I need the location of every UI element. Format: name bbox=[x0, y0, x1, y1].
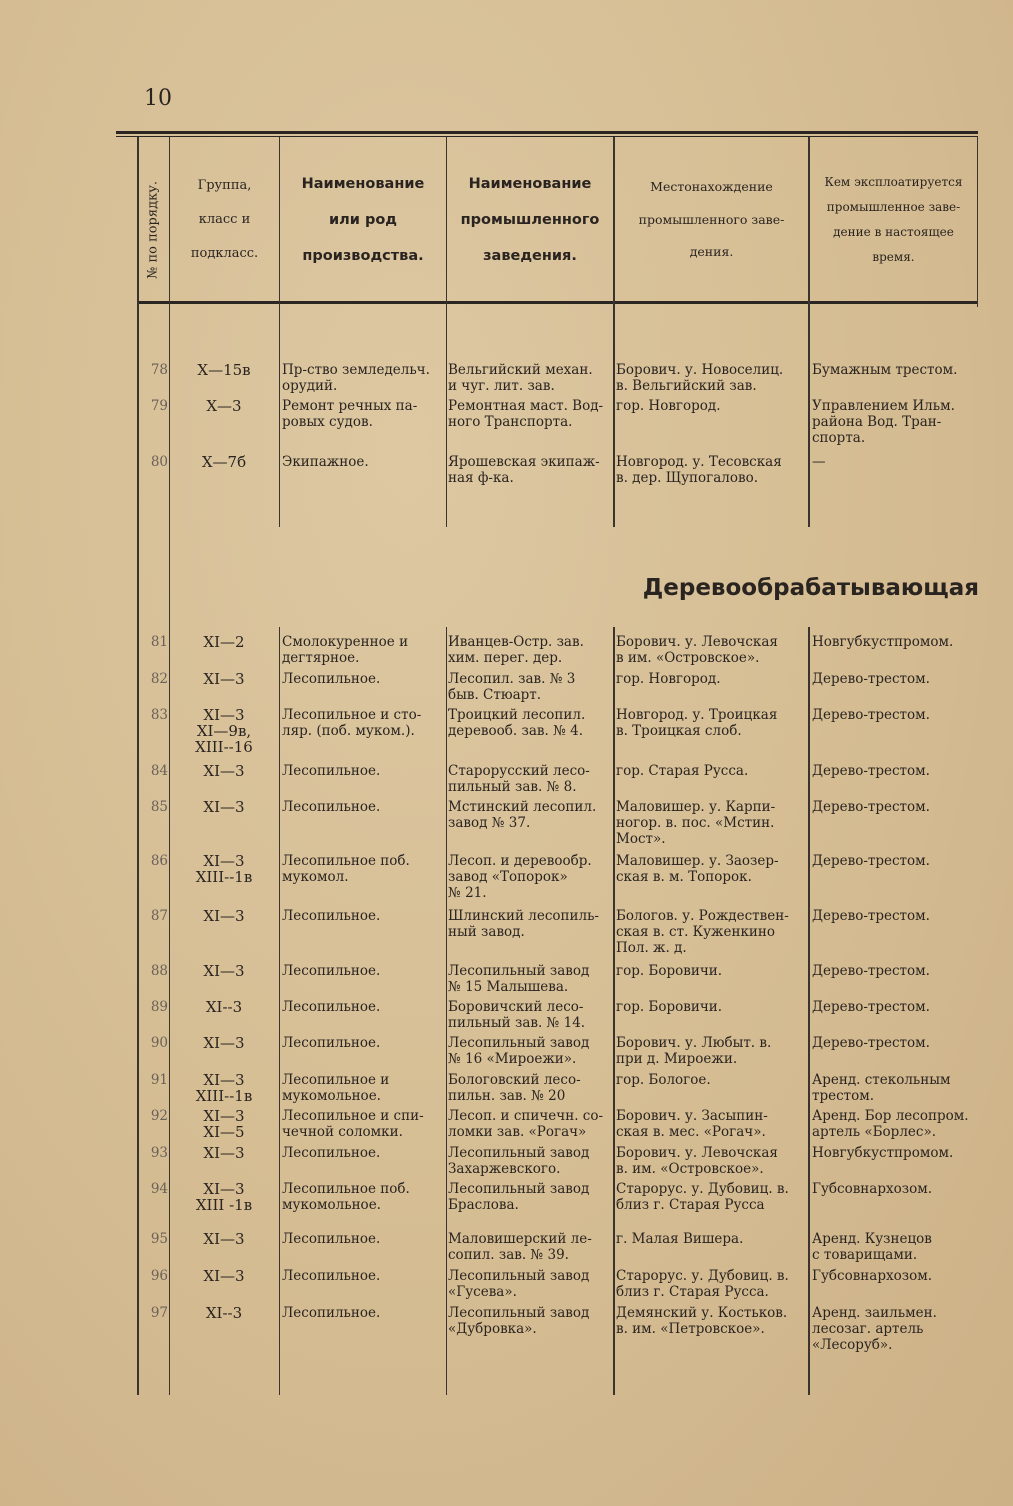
header-group: Группа, класс и подкласс. bbox=[190, 178, 259, 261]
cell-production: Лесопильное. bbox=[282, 1145, 381, 1161]
cell-location: Борович. у. Левочская в им. «Островское». bbox=[616, 634, 778, 666]
cell-location: Демянский у. Костьков. в. им. «Петровское». bbox=[616, 1305, 788, 1337]
cell-establishment: Лесопильный завод «Гусева». bbox=[448, 1268, 590, 1300]
cell-n: 90 bbox=[150, 1035, 168, 1051]
cell-group: XI—3 bbox=[203, 798, 245, 816]
cell-n: 78 bbox=[150, 362, 168, 378]
cell-establishment: Ярошевская экипаж- ная ф-ка. bbox=[448, 454, 600, 486]
cell-establishment: Лесопил. зав. № 3 быв. Стюарт. bbox=[448, 671, 576, 703]
section-title: Деревообрабатывающая bbox=[642, 575, 979, 601]
cell-n: 79 bbox=[150, 398, 168, 414]
cell-production: Экипажное. bbox=[282, 454, 369, 470]
cell-group: XI—3 bbox=[203, 962, 245, 980]
header-production: Наименование или род производства. bbox=[301, 175, 425, 265]
cell-operator: Аренд. Бор лесопром. артель «Борлес». bbox=[812, 1108, 969, 1140]
cell-production: Лесопильное. bbox=[282, 1305, 381, 1321]
cell-location: Новгород. у. Тесовская в. дер. Щупогалово. bbox=[616, 454, 782, 486]
cell-production: Лесопильное. bbox=[282, 999, 381, 1015]
column-line-2b bbox=[279, 627, 280, 1395]
cell-location: Борович. у. Левочская в. им. «Островское». bbox=[616, 1145, 778, 1177]
cell-establishment: Маловишерский ле- сопил. зав. № 39. bbox=[448, 1231, 592, 1263]
cell-establishment: Боровичский лесо- пильный зав. № 14. bbox=[448, 999, 586, 1031]
cell-operator: Дерево-трестом. bbox=[812, 671, 930, 687]
cell-location: Бологов. у. Рождествен- ская в. ст. Куженкино Пол. ж. д. bbox=[616, 908, 789, 956]
cell-group: XI—3 XI—9в, XIII--16 bbox=[195, 706, 253, 756]
cell-operator: Дерево-трестом. bbox=[812, 963, 930, 979]
column-line-5b bbox=[808, 627, 810, 1395]
cell-operator: Дерево-трестом. bbox=[812, 853, 930, 869]
cell-location: Борович. у. Засыпин- ская в. мес. «Рогач». bbox=[616, 1108, 768, 1140]
cell-production: Лесопильное. bbox=[282, 963, 381, 979]
cell-location: гор. Боровичи. bbox=[616, 963, 723, 979]
cell-n: 92 bbox=[150, 1108, 168, 1124]
cell-location: Маловишер. у. Карпи- ногор. в. пос. «Мстин. Мост». bbox=[616, 799, 776, 847]
cell-establishment: Бологовский лесо- пильн. зав. № 20 bbox=[448, 1072, 581, 1104]
cell-operator: Дерево-трестом. bbox=[812, 1035, 930, 1051]
cell-location: Старорус. у. Дубовиц. в. близ г. Старая Русса bbox=[616, 1181, 789, 1213]
cell-group: XI—3 bbox=[203, 670, 245, 688]
cell-group: XI—3 XIII -1в bbox=[195, 1180, 253, 1214]
cell-production: Лесопильное. bbox=[282, 1035, 381, 1051]
cell-n: 82 bbox=[150, 671, 168, 687]
cell-production: Лесопильное. bbox=[282, 908, 381, 924]
cell-location: гор. Новгород. bbox=[616, 671, 721, 687]
cell-production: Лесопильное и сто- ляр. (поб. муком.). bbox=[282, 707, 422, 739]
cell-production: Пр-ство земледельч. орудий. bbox=[282, 362, 430, 394]
page-number: 10 bbox=[144, 86, 172, 111]
cell-n: 96 bbox=[150, 1268, 168, 1284]
cell-operator: Дерево-трестом. bbox=[812, 763, 930, 779]
cell-location: Новгород. у. Троицкая в. Троицкая слоб. bbox=[616, 707, 778, 739]
cell-group: XI—3 bbox=[203, 762, 245, 780]
cell-group: XI—3 bbox=[203, 1034, 245, 1052]
cell-n: 83 bbox=[150, 707, 168, 723]
cell-operator: Дерево-трестом. bbox=[812, 799, 930, 815]
cell-operator: Аренд. стекольным трестом. bbox=[812, 1072, 951, 1104]
header-establishment: Наименование промышленного заведения. bbox=[460, 175, 600, 265]
cell-group: X—15в bbox=[197, 361, 251, 379]
cell-establishment: Ремонтная маст. Вод- ного Транспорта. bbox=[448, 398, 604, 430]
cell-group: XI—2 bbox=[203, 633, 245, 651]
cell-group: X—7б bbox=[201, 453, 247, 471]
cell-location: гор. Бологое. bbox=[616, 1072, 711, 1088]
cell-establishment: Мстинский лесопил. завод № 37. bbox=[448, 799, 597, 831]
cell-group: X—3 bbox=[206, 397, 242, 415]
cell-n: 85 bbox=[150, 799, 168, 815]
cell-establishment: Троицкий лесопил. деревооб. зав. № 4. bbox=[448, 707, 586, 739]
cell-group: XI—3 bbox=[203, 1267, 245, 1285]
cell-group: XI--3 bbox=[205, 998, 243, 1016]
header-location: Местонахождение промышленного заве- дения. bbox=[638, 179, 785, 260]
cell-production: Лесопильное. bbox=[282, 1268, 381, 1284]
cell-production: Лесопильное поб. мукомольное. bbox=[282, 1181, 410, 1213]
cell-production: Лесопильное. bbox=[282, 1231, 381, 1247]
cell-n: 93 bbox=[150, 1145, 168, 1161]
cell-operator: Бумажным трестом. bbox=[812, 362, 958, 378]
cell-operator: — bbox=[812, 454, 826, 470]
cell-operator: Губсовнархозом. bbox=[812, 1268, 933, 1284]
cell-n: 84 bbox=[150, 763, 168, 779]
cell-group: XI—3 XIII--1в bbox=[195, 1071, 253, 1105]
cell-operator: Дерево-трестом. bbox=[812, 707, 930, 723]
cell-operator: Губсовнархозом. bbox=[812, 1181, 933, 1197]
cell-operator: Новгубкустпромом. bbox=[812, 634, 954, 650]
cell-n: 86 bbox=[150, 853, 168, 869]
cell-n: 95 bbox=[150, 1231, 168, 1247]
cell-operator: Аренд. Кузнецов с товарищами. bbox=[812, 1231, 932, 1263]
cell-n: 88 bbox=[150, 963, 168, 979]
cell-location: гор. Новгород. bbox=[616, 398, 721, 414]
cell-establishment: Лесопильный завод Браслова. bbox=[448, 1181, 590, 1213]
cell-group: XI—3 bbox=[203, 1144, 245, 1162]
cell-n: 97 bbox=[150, 1305, 168, 1321]
cell-establishment: Лесопильный завод № 15 Малышева. bbox=[448, 963, 590, 995]
cell-establishment: Лесоп. и спичечн. со- ломки зав. «Рогач» bbox=[448, 1108, 604, 1140]
cell-group: XI—3 bbox=[203, 907, 245, 925]
cell-establishment: Шлинский лесопиль- ный завод. bbox=[448, 908, 599, 940]
cell-establishment: Лесоп. и деревообр. завод «Топорок» № 21. bbox=[448, 853, 592, 901]
cell-operator: Дерево-трестом. bbox=[812, 999, 930, 1015]
cell-n: 94 bbox=[150, 1181, 168, 1197]
cell-group: XI—3 XI—5 bbox=[203, 1107, 245, 1141]
cell-production: Лесопильное и мукомольное. bbox=[282, 1072, 390, 1104]
column-line-right bbox=[977, 137, 978, 307]
cell-production: Лесопильное. bbox=[282, 799, 381, 815]
cell-location: Борович. у. Новоселиц. в. Вельгийский зав. bbox=[616, 362, 784, 394]
cell-group: XI—3 bbox=[203, 1230, 245, 1248]
cell-group: XI--3 bbox=[205, 1304, 243, 1322]
cell-location: Старорус. у. Дубовиц. в. близ г. Старая Русса. bbox=[616, 1268, 789, 1300]
cell-operator: Аренд. заильмен. лесозаг. артель «Лесоруб». bbox=[812, 1305, 937, 1353]
cell-operator: Управлением Ильм. района Вод. Тран- спорта. bbox=[812, 398, 955, 446]
cell-production: Лесопильное и спи- чечной соломки. bbox=[282, 1108, 424, 1140]
cell-location: г. Малая Вишера. bbox=[616, 1231, 744, 1247]
cell-n: 81 bbox=[150, 634, 168, 650]
cell-establishment: Лесопильный завод Захаржевского. bbox=[448, 1145, 590, 1177]
cell-production: Лесопильное поб. мукомол. bbox=[282, 853, 410, 885]
cell-operator: Дерево-трестом. bbox=[812, 908, 930, 924]
cell-n: 89 bbox=[150, 999, 168, 1015]
cell-establishment: Лесопильный завод № 16 «Мироежи». bbox=[448, 1035, 590, 1067]
cell-production: Смолокуренное и дегтярное. bbox=[282, 634, 409, 666]
top-rule bbox=[116, 131, 978, 134]
cell-production: Лесопильное. bbox=[282, 671, 381, 687]
top-rule-thin bbox=[116, 136, 978, 137]
cell-n: 87 bbox=[150, 908, 168, 924]
cell-establishment: Старорусский лесо- пильный зав. № 8. bbox=[448, 763, 590, 795]
cell-n: 80 bbox=[150, 454, 168, 470]
cell-location: Борович. у. Любыт. в. при д. Мироежи. bbox=[616, 1035, 772, 1067]
header-number: № по порядку. bbox=[145, 181, 161, 279]
cell-establishment: Вельгийский механ. и чуг. лит. зав. bbox=[448, 362, 593, 394]
cell-establishment: Иванцев-Остр. зав. хим. перег. дер. bbox=[448, 634, 584, 666]
header-rule bbox=[138, 301, 978, 304]
cell-establishment: Лесопильный завод «Дубровка». bbox=[448, 1305, 590, 1337]
cell-group: XI—3 XIII--1в bbox=[195, 852, 253, 886]
cell-location: гор. Боровичи. bbox=[616, 999, 723, 1015]
cell-n: 91 bbox=[150, 1072, 168, 1088]
cell-production: Ремонт речных па- ровых судов. bbox=[282, 398, 418, 430]
cell-location: гор. Старая Русса. bbox=[616, 763, 749, 779]
cell-operator: Новгубкустпромом. bbox=[812, 1145, 954, 1161]
cell-production: Лесопильное. bbox=[282, 763, 381, 779]
cell-location: Маловишер. у. Заозер- ская в. м. Топорок. bbox=[616, 853, 779, 885]
header-operator: Кем эксплоатируется промышленное заве- дение в настоящее время. bbox=[824, 174, 963, 265]
